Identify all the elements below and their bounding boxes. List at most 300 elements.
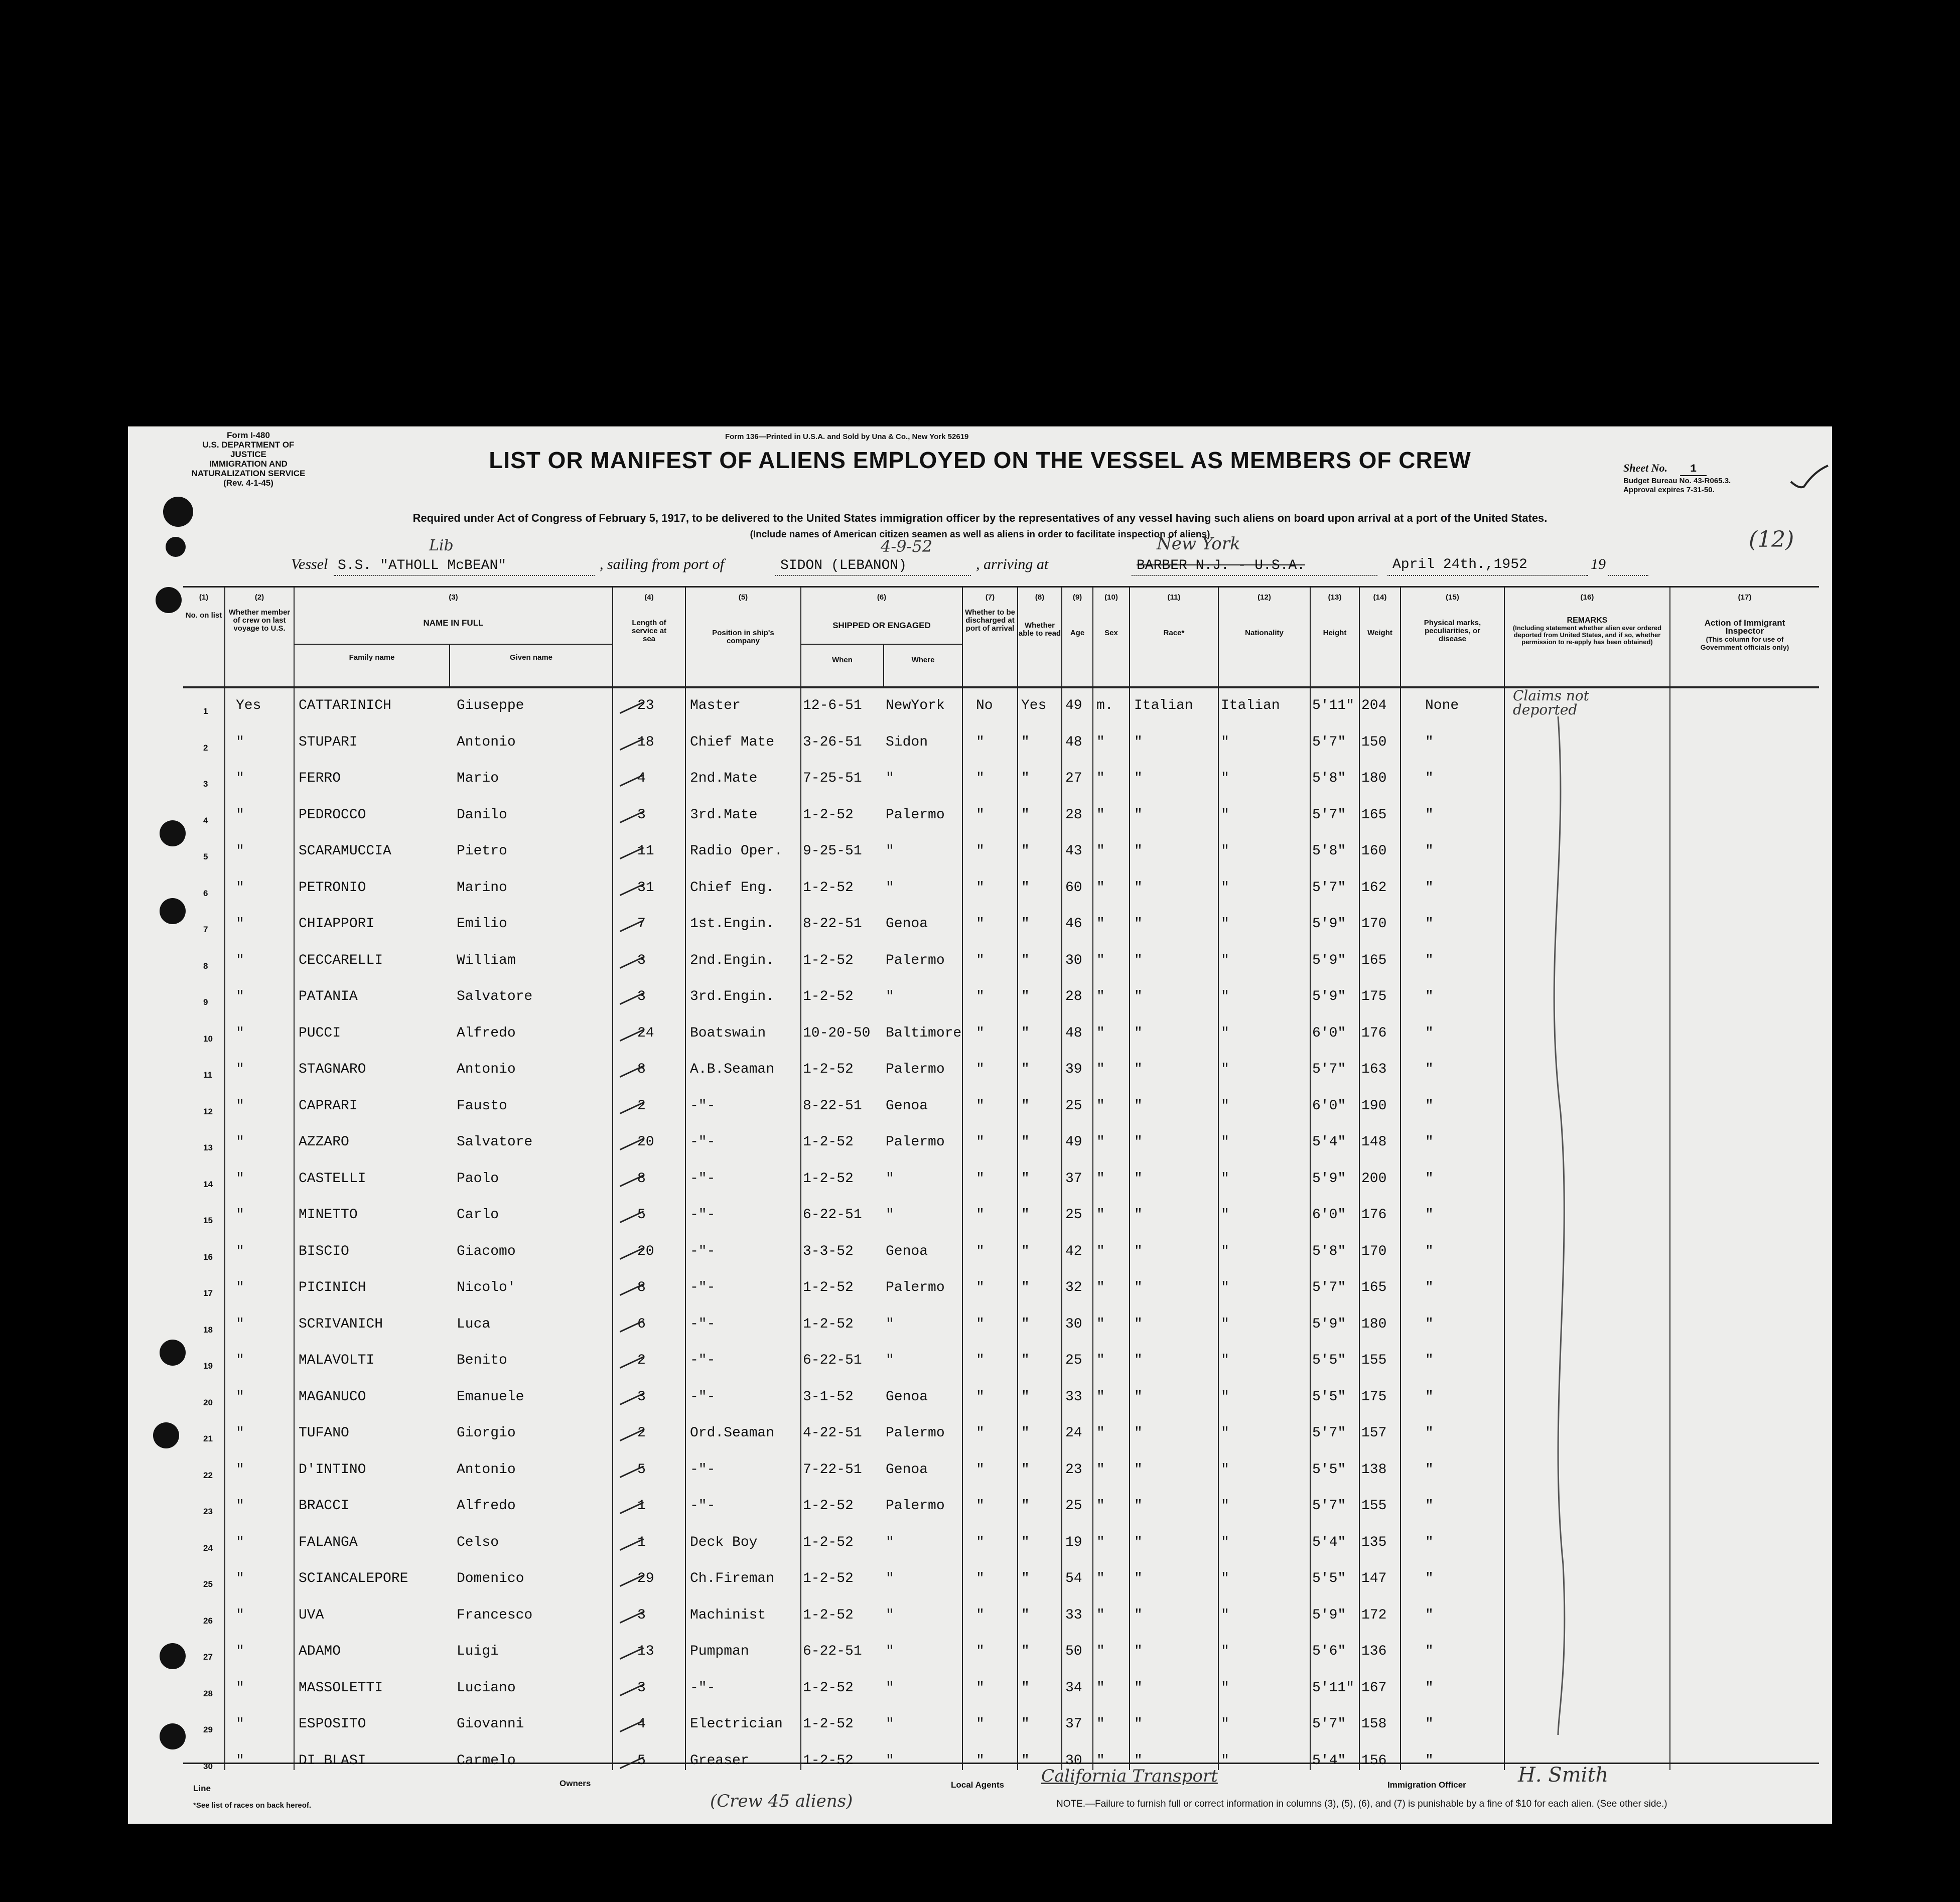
cell-family: FALANGA: [299, 1534, 358, 1550]
cell-sex: ": [1096, 1716, 1105, 1732]
cell-sex: ": [1096, 771, 1105, 786]
cell-sex: ": [1096, 989, 1105, 1004]
cell-pos: -"-: [690, 1207, 716, 1223]
cell-when: 1-2-52: [803, 1498, 854, 1514]
cell-svc: 3: [637, 807, 646, 823]
cell-given: Giacomo: [457, 1243, 516, 1259]
cell-last: ": [236, 1389, 244, 1405]
cell-last: ": [236, 1498, 244, 1514]
cell-age: 30: [1065, 952, 1082, 968]
cell-wt: 180: [1361, 1316, 1387, 1332]
cell-pos: Machinist: [690, 1607, 766, 1623]
arriving-label: , arriving at: [976, 556, 1049, 572]
cell-wt: 160: [1361, 843, 1387, 859]
cell-nat: ": [1221, 1425, 1229, 1441]
cell-svc: 2: [637, 1353, 646, 1368]
cell-pos: -"-: [690, 1498, 716, 1514]
fine-note: NOTE.—Failure to furnish full or correct information in columns (3), (5), (6), and (7) is punishable by a fine of $10 for each alien. (See other side.): [1056, 1799, 1667, 1809]
cell-wt: 136: [1361, 1644, 1387, 1659]
cell-given: Emilio: [457, 916, 507, 932]
cell-svc: 5: [637, 1207, 646, 1223]
cell-disch: ": [976, 1644, 985, 1659]
cell-age: 34: [1065, 1680, 1082, 1696]
cell-last: ": [236, 1571, 244, 1586]
punch-hole: [163, 497, 193, 527]
cell-read: ": [1021, 989, 1030, 1004]
cell-wt: 162: [1361, 880, 1387, 896]
cell-last: ": [236, 1098, 244, 1114]
col-header-12: (12) Nationality: [1245, 593, 1284, 637]
cell-ht: 5'4": [1312, 1752, 1346, 1769]
col-header-5: (5) Position in ship's company: [712, 593, 774, 645]
cell-given: Luciano: [457, 1680, 516, 1696]
cell-no: 7: [203, 925, 208, 934]
cell-last: ": [236, 807, 244, 823]
cell-marks: ": [1425, 1171, 1434, 1187]
cell-last: ": [236, 989, 244, 1004]
department-name: U.S. DEPARTMENT OF JUSTICE: [202, 440, 295, 459]
cell-last: ": [236, 1680, 244, 1696]
cell-last: ": [236, 1025, 244, 1041]
cell-read: ": [1021, 1498, 1030, 1514]
cell-disch: ": [976, 1280, 985, 1295]
cell-family: PETRONIO: [299, 880, 366, 896]
cell-nat: ": [1221, 1607, 1229, 1623]
cell-when: 6-22-51: [803, 1353, 862, 1368]
cell-marks: ": [1425, 771, 1434, 786]
cell-race: ": [1134, 1716, 1143, 1732]
cell-where: Palermo: [886, 1425, 945, 1441]
cell-ht: 5'5": [1312, 1461, 1346, 1478]
include-note: (Include names of American citizen seamen as well as aliens in order to facilitate inspection of aliens): [750, 529, 1210, 540]
col-header-3: (3) NAME IN FULL: [423, 593, 484, 628]
cell-age: 25: [1065, 1498, 1082, 1514]
cell-family: PUCCI: [299, 1025, 341, 1041]
approval-expiry: Approval expires 7-31-50.: [1623, 486, 1715, 494]
arrival-port: BARBER N.J. - U.S.A.: [1137, 558, 1306, 573]
cell-when: 1-2-52: [803, 1752, 854, 1769]
printer-line: Form 136—Printed in U.S.A. and Sold by Una & Co., New York 52619: [725, 432, 969, 441]
cell-marks: ": [1425, 1752, 1434, 1769]
arrival-date: April 24th.,1952: [1392, 557, 1527, 572]
cell-family: TUFANO: [299, 1425, 349, 1441]
cell-where: ": [886, 1571, 894, 1586]
cell-family: SCRIVANICH: [299, 1316, 383, 1332]
cell-marks: ": [1425, 1316, 1434, 1332]
crew-table: [183, 586, 1819, 1770]
cell-wt: 172: [1361, 1607, 1387, 1623]
cell-sex: m.: [1096, 698, 1113, 713]
cell-where: ": [886, 1680, 894, 1696]
cell-disch: ": [976, 1025, 985, 1041]
cell-when: 8-22-51: [803, 1098, 862, 1114]
cell-nat: ": [1221, 1680, 1229, 1696]
cell-pos: -"-: [690, 1389, 716, 1405]
cell-when: 1-2-52: [803, 1134, 854, 1150]
cell-disch: ": [976, 1353, 985, 1368]
cell-ht: 5'5": [1312, 1353, 1346, 1368]
cell-disch: ": [976, 1680, 985, 1696]
cell-ht: 5'9": [1312, 1607, 1346, 1623]
cell-family: BRACCI: [299, 1498, 349, 1514]
cell-race: ": [1134, 807, 1143, 823]
cell-svc: 4: [637, 1716, 646, 1732]
cell-last: ": [236, 771, 244, 786]
cell-nat: ": [1221, 1644, 1229, 1659]
cell-svc: 2: [637, 1098, 646, 1114]
cell-when: 3-1-52: [803, 1389, 854, 1405]
cell-no: 18: [203, 1325, 213, 1335]
cell-pos: -"-: [690, 1171, 716, 1187]
cell-disch: ": [976, 1134, 985, 1150]
cell-wt: 204: [1361, 698, 1387, 713]
cell-ht: 5'5": [1312, 1571, 1346, 1586]
col-header-11: (11) Race*: [1163, 593, 1185, 637]
cell-age: 49: [1065, 698, 1082, 713]
cell-where: Genoa: [886, 1389, 928, 1405]
cell-nat: ": [1221, 1098, 1229, 1114]
cell-race: ": [1134, 952, 1143, 968]
cell-no: 15: [203, 1216, 213, 1225]
cell-age: 25: [1065, 1207, 1082, 1223]
cell-when: 1-2-52: [803, 1171, 854, 1187]
cell-disch: ": [976, 1171, 985, 1187]
cell-pos: Master: [690, 698, 741, 713]
cell-family: SCARAMUCCIA: [299, 843, 391, 859]
cell-disch: ": [976, 1062, 985, 1077]
cell-nat: ": [1221, 880, 1229, 896]
cell-when: 1-2-52: [803, 1534, 854, 1550]
cell-wt: 150: [1361, 734, 1387, 750]
cell-no: 11: [203, 1070, 212, 1080]
cell-read: Yes: [1021, 698, 1047, 713]
cell-marks: ": [1425, 1098, 1434, 1114]
cell-where: Palermo: [886, 1280, 945, 1295]
punch-hole: [160, 1643, 186, 1669]
departure-port: SIDON (LEBANON): [780, 558, 907, 573]
cell-last: Yes: [236, 698, 261, 713]
cell-where: Palermo: [886, 1062, 945, 1077]
cell-nat: ": [1221, 1243, 1229, 1259]
cell-pos: -"-: [690, 1461, 716, 1478]
cell-age: 24: [1065, 1425, 1082, 1441]
arrival-port-handwritten: New York: [1157, 534, 1240, 554]
cell-pos: -"-: [690, 1243, 716, 1259]
cell-family: DI BLASI: [299, 1752, 366, 1769]
cell-race: ": [1134, 1280, 1143, 1295]
cell-nat: ": [1221, 1498, 1229, 1514]
col-header-13: (13) Height: [1323, 593, 1347, 637]
cell-sex: ": [1096, 880, 1105, 896]
cell-where: ": [886, 1644, 894, 1659]
agents-label: Local Agents: [951, 1780, 1005, 1790]
cell-read: ": [1021, 771, 1030, 786]
cell-marks: ": [1425, 1571, 1434, 1586]
vessel-name: S.S. "ATHOLL McBEAN": [338, 558, 507, 573]
cell-svc: 2: [637, 1425, 646, 1441]
cell-family: SCIANCALEPORE: [299, 1571, 408, 1586]
cell-when: 1-2-52: [803, 807, 854, 823]
cell-ht: 5'9": [1312, 1171, 1346, 1187]
cell-marks: ": [1425, 1207, 1434, 1223]
document-subtitle: Required under Act of Congress of February 5, 1917, to be delivered to the United States immigration officer by the representatives of any vessel having such aliens on board upon arrival at a port of the United States.: [412, 512, 1548, 524]
cell-where: ": [886, 1171, 894, 1187]
cell-no: 16: [203, 1252, 213, 1262]
cell-nat: ": [1221, 952, 1229, 968]
cell-no: 1: [203, 706, 208, 716]
cell-disch: ": [976, 1316, 985, 1332]
cell-where: ": [886, 1534, 894, 1550]
cell-svc: 3: [637, 952, 646, 968]
cell-pos: -"-: [690, 1134, 716, 1150]
col-header-14: (14) Weight: [1367, 593, 1392, 637]
cell-where: Palermo: [886, 1498, 945, 1514]
cell-when: 1-2-52: [803, 952, 854, 968]
cell-given: Paolo: [457, 1171, 499, 1187]
cell-last: ": [236, 880, 244, 896]
cell-svc: 11: [637, 843, 654, 859]
cell-where: ": [886, 1716, 894, 1732]
cell-svc: 31: [637, 880, 654, 896]
cell-no: 26: [203, 1616, 213, 1626]
cell-read: ": [1021, 1098, 1030, 1114]
cell-race: ": [1134, 843, 1143, 859]
cell-sex: ": [1096, 916, 1105, 932]
cell-pos: -"-: [690, 1098, 716, 1114]
cell-age: 23: [1065, 1461, 1082, 1478]
budget-bureau: [1623, 477, 1731, 495]
cell-given: Francesco: [457, 1607, 533, 1623]
cell-last: ": [236, 1243, 244, 1259]
cell-nat: ": [1221, 1716, 1229, 1732]
cell-race: ": [1134, 1098, 1143, 1114]
cell-where: Genoa: [886, 1098, 928, 1114]
cell-ht: 5'9": [1312, 916, 1346, 932]
service-name: IMMIGRATION AND NATURALIZATION SERVICE: [191, 459, 306, 478]
cell-where: ": [886, 1207, 894, 1223]
cell-no: 13: [203, 1143, 213, 1152]
cell-no: 25: [203, 1579, 213, 1589]
cell-nat: ": [1221, 989, 1229, 1004]
cell-where: ": [886, 843, 894, 859]
cell-no: 30: [203, 1761, 213, 1771]
cell-marks: ": [1425, 952, 1434, 968]
cell-marks: ": [1425, 1498, 1434, 1514]
cell-svc: 7: [637, 916, 646, 932]
cell-when: 3-26-51: [803, 734, 862, 750]
cell-marks: ": [1425, 1243, 1434, 1259]
col-header-7: (7) Whether to be discharged at port of arrival: [965, 593, 1015, 633]
cell-nat: ": [1221, 1534, 1229, 1550]
cell-race: ": [1134, 1025, 1143, 1041]
cell-given: Pietro: [457, 843, 507, 859]
form-revision: (Rev. 4-1-45): [223, 478, 273, 488]
cell-race: ": [1134, 1534, 1143, 1550]
cell-given: Benito: [457, 1353, 507, 1368]
cell-age: 27: [1065, 771, 1082, 786]
cell-race: ": [1134, 1680, 1143, 1696]
cell-where: ": [886, 1316, 894, 1332]
cell-last: ": [236, 1171, 244, 1187]
col-header-15: (15) Physical marks, peculiarities, or disease: [1424, 593, 1481, 643]
cell-given: Celso: [457, 1534, 499, 1550]
cell-disch: ": [976, 734, 985, 750]
cell-wt: 147: [1361, 1571, 1387, 1586]
cell-last: ": [236, 952, 244, 968]
cell-marks: ": [1425, 1134, 1434, 1150]
cell-where: Genoa: [886, 1461, 928, 1478]
cell-pos: Chief Eng.: [690, 880, 775, 896]
cell-wt: 200: [1361, 1171, 1387, 1187]
cell-wt: 165: [1361, 952, 1387, 968]
cell-no: 28: [203, 1688, 213, 1698]
cell-family: MINETTO: [299, 1207, 358, 1223]
races-note: *See list of races on back hereof.: [193, 1801, 312, 1810]
cell-when: 1-2-52: [803, 989, 854, 1004]
cell-where: ": [886, 771, 894, 786]
cell-when: 7-22-51: [803, 1461, 862, 1478]
cell-marks: None: [1425, 698, 1459, 713]
cell-race: ": [1134, 1498, 1143, 1514]
page-count-handwritten: (12): [1749, 527, 1794, 552]
cell-wt: 176: [1361, 1025, 1387, 1041]
col-header-2: (2) Whether member of crew on last voyage to U.S.: [228, 593, 291, 633]
cell-ht: 5'9": [1312, 1316, 1346, 1332]
cell-nat: ": [1221, 1752, 1229, 1769]
cell-read: ": [1021, 1316, 1030, 1332]
cell-pos: Deck Boy: [690, 1534, 758, 1550]
cell-where: Sidon: [886, 734, 928, 750]
cell-family: ADAMO: [299, 1644, 341, 1659]
cell-given: Giuseppe: [457, 698, 524, 713]
cell-given: Fausto: [457, 1098, 507, 1114]
cell-nat: Italian: [1221, 698, 1280, 713]
cell-age: 39: [1065, 1062, 1082, 1077]
cell-family: MAGANUCO: [299, 1389, 366, 1405]
cell-marks: ": [1425, 880, 1434, 896]
cell-marks: ": [1425, 1280, 1434, 1295]
cell-read: ": [1021, 1243, 1030, 1259]
crew-count-handwritten: (Crew 45 aliens): [710, 1791, 853, 1811]
cell-disch: ": [976, 1534, 985, 1550]
cell-read: ": [1021, 807, 1030, 823]
cell-ht: 5'11": [1312, 1680, 1355, 1696]
cell-sex: ": [1096, 952, 1105, 968]
col-header-16: (16) REMARKS (Including statement whether alien ever ordered deported from United States, and if so, whether permission to re-apply has been obtained): [1512, 593, 1662, 646]
cell-given: Mario: [457, 771, 499, 786]
cell-wt: 158: [1361, 1716, 1387, 1732]
cell-sex: ": [1096, 807, 1105, 823]
sailing-date-handwritten: 4-9-52: [881, 537, 933, 556]
col-header-8: (8) Whether able to read: [1018, 593, 1061, 638]
cell-given: Emanuele: [457, 1389, 524, 1405]
cell-race: Italian: [1134, 698, 1193, 713]
cell-when: 6-22-51: [803, 1207, 862, 1223]
cell-wt: 170: [1361, 916, 1387, 932]
cell-age: 43: [1065, 843, 1082, 859]
cell-age: 28: [1065, 807, 1082, 823]
cell-given: Marino: [457, 880, 507, 896]
col-header-given: Given name: [509, 653, 553, 662]
cell-wt: 157: [1361, 1425, 1387, 1441]
cell-ht: 5'7": [1312, 807, 1346, 823]
cell-age: 19: [1065, 1534, 1082, 1550]
cell-when: 9-25-51: [803, 843, 862, 859]
cell-last: ": [236, 1461, 244, 1478]
cell-race: ": [1134, 1243, 1143, 1259]
cell-sex: ": [1096, 1098, 1105, 1114]
cell-read: ": [1021, 1062, 1030, 1077]
cell-age: 33: [1065, 1389, 1082, 1405]
cell-read: ": [1021, 1607, 1030, 1623]
cell-given: Domenico: [457, 1571, 524, 1586]
cell-sex: ": [1096, 1243, 1105, 1259]
punch-hole: [160, 898, 186, 924]
agents-handwritten: California Transport: [1041, 1766, 1218, 1786]
cell-svc: 24: [637, 1025, 654, 1041]
cell-nat: ": [1221, 1571, 1229, 1586]
cell-sex: ": [1096, 843, 1105, 859]
cell-age: 32: [1065, 1280, 1082, 1295]
cell-sex: ": [1096, 1025, 1105, 1041]
cell-ht: 6'0": [1312, 1207, 1346, 1223]
cell-svc: 23: [637, 698, 654, 713]
cell-when: 10-20-50: [803, 1025, 871, 1041]
cell-when: 1-2-52: [803, 1680, 854, 1696]
cell-marks: ": [1425, 989, 1434, 1004]
cell-when: 4-22-51: [803, 1425, 862, 1441]
cell-pos: Ord.Seaman: [690, 1425, 775, 1441]
cell-when: 12-6-51: [803, 698, 862, 713]
cell-family: PATANIA: [299, 989, 358, 1004]
cell-svc: 3: [637, 1389, 646, 1405]
cell-where: ": [886, 1353, 894, 1368]
cell-nat: ": [1221, 843, 1229, 859]
cell-given: Carmelo: [457, 1752, 516, 1769]
cell-ht: 5'5": [1312, 1389, 1346, 1405]
col-header-family: Family name: [349, 653, 395, 662]
cell-family: BISCIO: [299, 1243, 349, 1259]
cell-family: PEDROCCO: [299, 807, 366, 823]
cell-ht: 5'9": [1312, 952, 1346, 968]
cell-read: ": [1021, 1534, 1030, 1550]
col-header-1: (1) No. on list: [185, 593, 222, 620]
cell-no: 27: [203, 1652, 213, 1662]
cell-no: 29: [203, 1725, 213, 1734]
cell-age: 37: [1065, 1171, 1082, 1187]
cell-sex: ": [1096, 1207, 1105, 1223]
cell-last: ": [236, 734, 244, 750]
cell-where: NewYork: [886, 698, 945, 713]
cell-family: CATTARINICH: [299, 698, 391, 713]
cell-wt: 138: [1361, 1461, 1387, 1478]
cell-where: Palermo: [886, 807, 945, 823]
cell-when: 1-2-52: [803, 880, 854, 896]
cell-sex: ": [1096, 1680, 1105, 1696]
cell-sex: ": [1096, 1316, 1105, 1332]
cell-read: ": [1021, 1425, 1030, 1441]
cell-disch: ": [976, 807, 985, 823]
cell-svc: 1: [637, 1534, 646, 1550]
cell-pos: 3rd.Engin.: [690, 989, 775, 1004]
cell-marks: ": [1425, 1461, 1434, 1478]
cell-ht: 5'9": [1312, 989, 1346, 1004]
cell-when: 1-2-52: [803, 1571, 854, 1586]
cell-ht: 6'0": [1312, 1025, 1346, 1041]
cell-ht: 5'7": [1312, 1280, 1346, 1295]
cell-family: MASSOLETTI: [299, 1680, 383, 1696]
cell-last: ": [236, 1644, 244, 1659]
